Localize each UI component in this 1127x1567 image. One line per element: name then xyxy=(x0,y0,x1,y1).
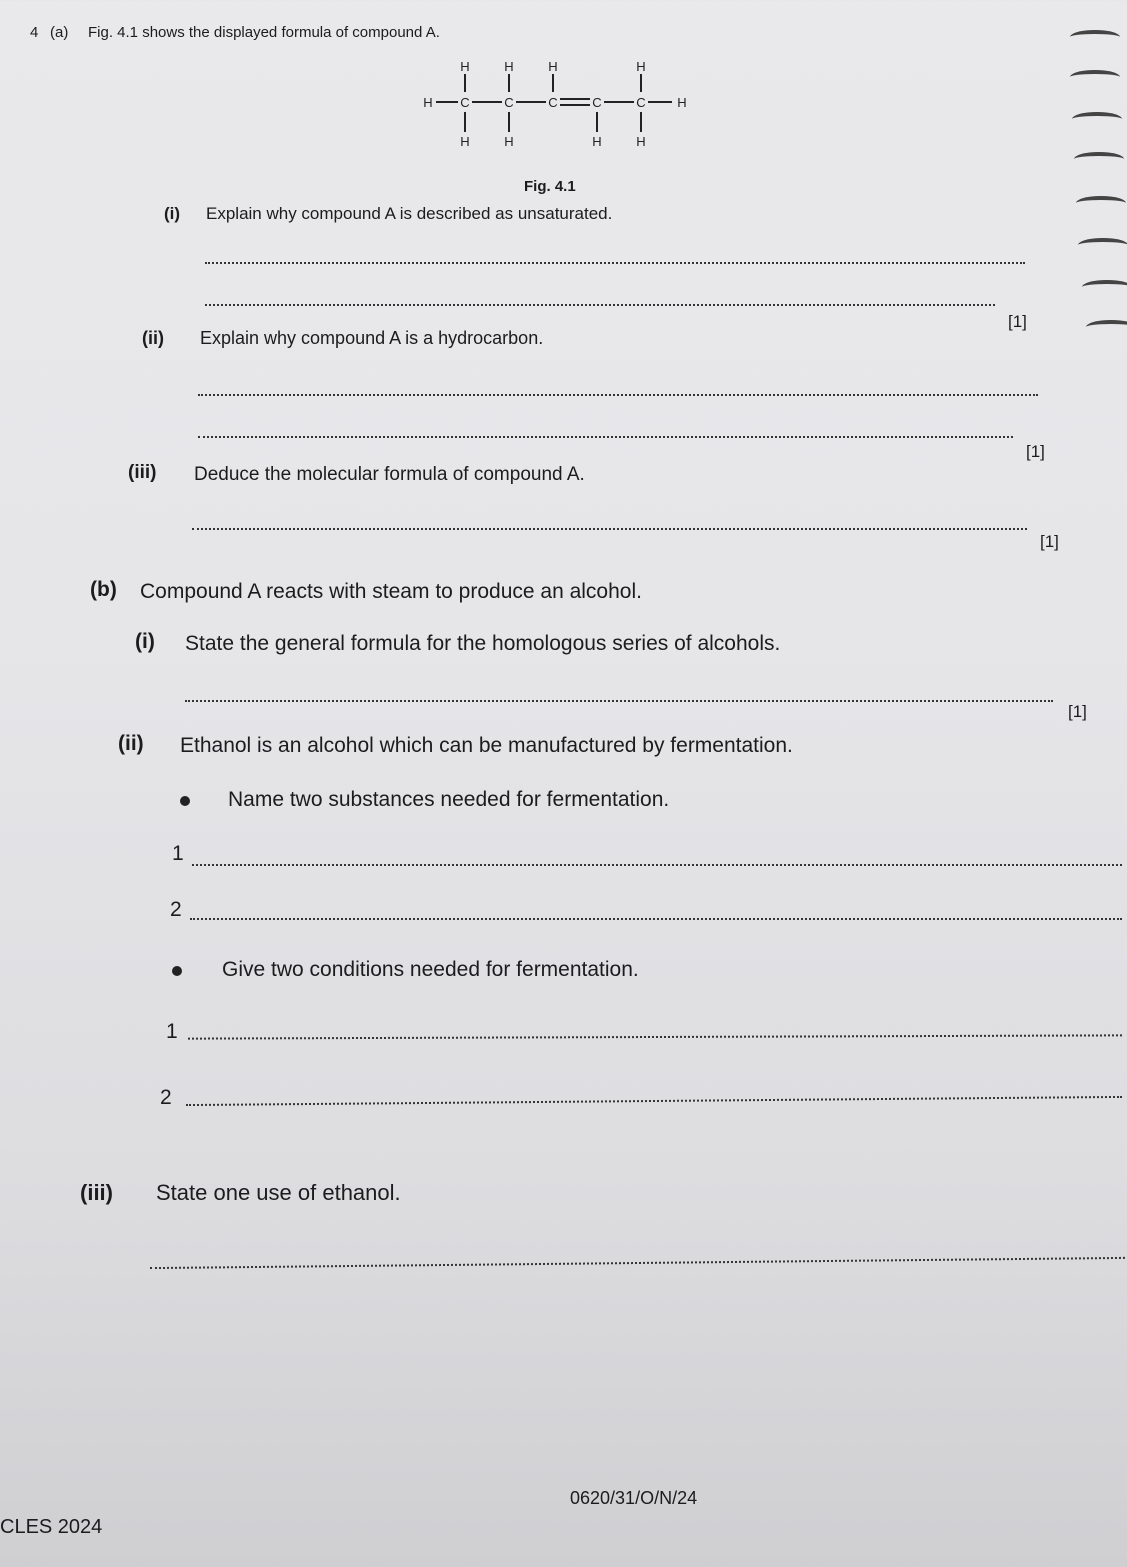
answer-number: 1 xyxy=(172,842,184,865)
mark-allocation: [1] xyxy=(1026,442,1045,461)
atom-h: H xyxy=(504,134,514,149)
answer-line[interactable] xyxy=(192,864,1122,866)
answer-number: 2 xyxy=(160,1086,172,1109)
atom-h: H xyxy=(677,95,687,110)
atom-h: H xyxy=(592,134,602,149)
atom-c: C xyxy=(548,95,558,110)
atom-h: H xyxy=(636,134,646,149)
b-iii-label: (iii) xyxy=(80,1180,113,1205)
atom-h: H xyxy=(504,59,514,74)
atom-h: H xyxy=(460,134,470,149)
bullet-conditions: Give two conditions needed for fermentation. xyxy=(222,958,639,981)
answer-line[interactable] xyxy=(150,1257,1125,1269)
answer-line[interactable] xyxy=(190,918,1122,920)
paper-code: 0620/31/O/N/24 xyxy=(570,1488,698,1508)
answer-line[interactable] xyxy=(188,1034,1122,1039)
a-ii-text: Explain why compound A is a hydrocarbon. xyxy=(200,328,544,348)
mark-allocation: [1] xyxy=(1008,312,1027,331)
atom-c: C xyxy=(504,95,514,110)
atom-h: H xyxy=(423,95,433,110)
figure-caption: Fig. 4.1 xyxy=(524,178,576,195)
part-b-label: (b) xyxy=(90,578,117,601)
a-iii-label: (iii) xyxy=(128,462,157,483)
atom-c: C xyxy=(636,95,646,110)
answer-line[interactable] xyxy=(185,700,1053,702)
bullet-substances: Name two substances needed for fermentation. xyxy=(228,788,670,811)
a-i-label: (i) xyxy=(164,204,181,223)
answer-line[interactable] xyxy=(205,262,1025,264)
b-ii-text: Ethanol is an alcohol which can be manufactured by fermentation. xyxy=(180,734,793,757)
answer-number: 2 xyxy=(170,898,182,921)
part-b-intro: Compound A reacts with steam to produce an alcohol. xyxy=(140,580,642,603)
atom-h: H xyxy=(636,59,646,74)
a-ii-label: (ii) xyxy=(142,328,164,348)
answer-line[interactable] xyxy=(198,436,1013,438)
b-i-text: State the general formula for the homologous series of alcohols. xyxy=(185,632,781,655)
copyright: CLES 2024 xyxy=(0,1516,103,1538)
b-i-label: (i) xyxy=(135,630,155,653)
b-iii-text: State one use of ethanol. xyxy=(156,1180,401,1205)
atom-h: H xyxy=(548,59,558,74)
a-i-text: Explain why compound A is described as unsaturated. xyxy=(206,204,613,223)
answer-line[interactable] xyxy=(192,528,1027,530)
answer-line[interactable] xyxy=(186,1096,1122,1106)
bullet-point xyxy=(172,966,182,976)
bullet-point xyxy=(180,796,190,806)
question-number: 4 xyxy=(30,24,39,41)
b-ii-label: (ii) xyxy=(118,732,144,755)
part-a-label: (a) xyxy=(50,24,69,41)
answer-number: 1 xyxy=(166,1020,178,1043)
part-a-intro: Fig. 4.1 shows the displayed formula of compound A. xyxy=(88,24,440,41)
mark-allocation: [1] xyxy=(1068,702,1087,721)
mark-allocation: [1] xyxy=(1040,532,1059,551)
atom-c: C xyxy=(592,95,602,110)
displayed-formula-figure xyxy=(410,56,710,156)
answer-line[interactable] xyxy=(205,304,995,306)
atom-h: H xyxy=(460,59,470,74)
a-iii-text: Deduce the molecular formula of compound A. xyxy=(194,464,585,485)
atom-c: C xyxy=(460,95,470,110)
answer-line[interactable] xyxy=(198,394,1038,396)
